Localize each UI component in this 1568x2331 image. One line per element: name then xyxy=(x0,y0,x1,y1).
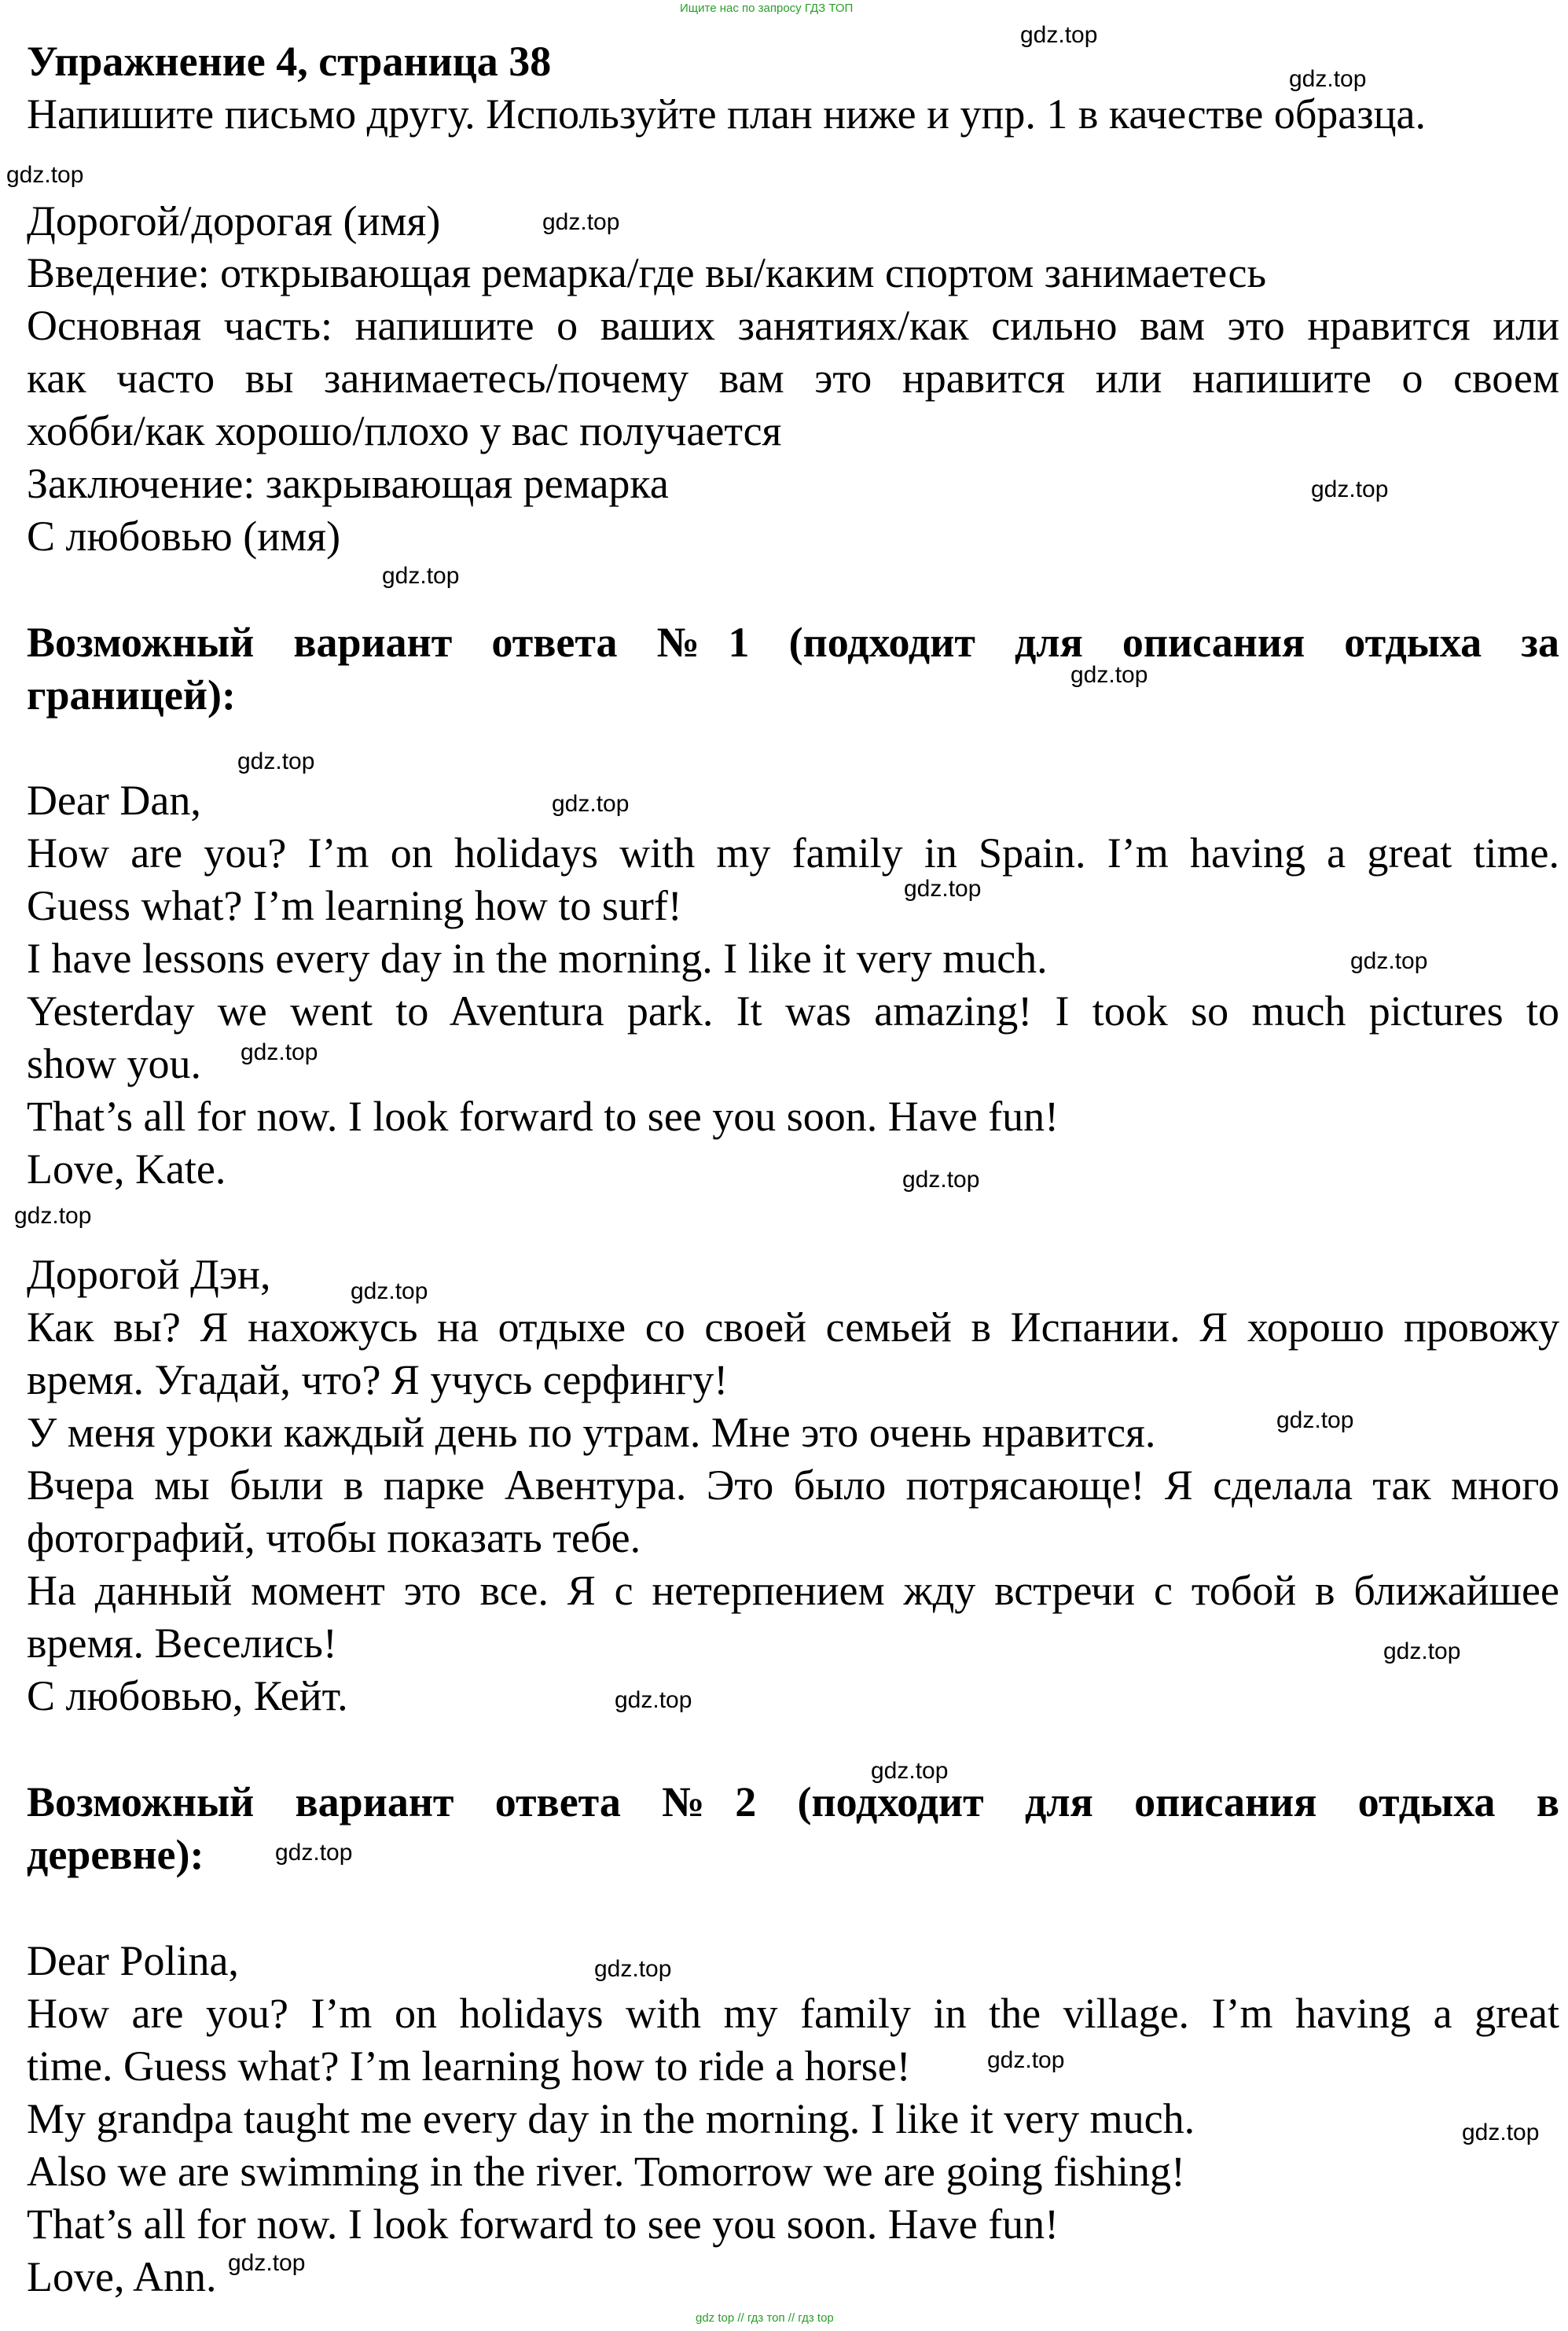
plan-line: Заключение: закрывающая ремарка xyxy=(27,460,669,507)
letter2-line: That’s all for now. I look forward to see you soon. Have fun! xyxy=(27,2200,1059,2248)
variant2-heading: Возможный вариант ответа №2 (подходит для описания отдыха в xyxy=(27,1778,1559,1825)
watermark: gdz.top xyxy=(552,791,630,817)
letter2-line: Dear Polina, xyxy=(27,1937,239,1984)
watermark: gdz.top xyxy=(615,1687,692,1713)
translation1-line: С любовью, Кейт. xyxy=(27,1672,348,1719)
task-text: Напишите письмо другу. Используйте план ниже и упр. 1 в качестве образца. xyxy=(27,90,1426,138)
watermark: gdz.top xyxy=(1383,1638,1461,1664)
translation1-line: Вчера мы были в парке Авентура. Это было потрясающе! Я сделала так много xyxy=(27,1461,1559,1509)
watermark: gdz.top xyxy=(594,1956,672,1982)
letter2-line: My grandpa taught me every day in the morning. I like it very much. xyxy=(27,2095,1195,2142)
watermark: gdz.top xyxy=(14,1203,92,1229)
translation1-line: Как вы? Я нахожусь на отдыхе со своей семьей в Испании. Я хорошо провожу xyxy=(27,1303,1559,1351)
watermark: gdz.top xyxy=(1276,1407,1354,1433)
watermark: gdz.top xyxy=(6,162,84,188)
translation1-line: На данный момент это все. Я с нетерпением жду встречи с тобой в ближайшее xyxy=(27,1567,1559,1614)
letter2-line: Also we are swimming in the river. Tomorrow we are going fishing! xyxy=(27,2148,1185,2195)
variant2-heading: деревне): xyxy=(27,1831,204,1878)
watermark: gdz.top xyxy=(987,2047,1065,2073)
letter2-line: Love, Ann. xyxy=(27,2253,217,2300)
watermark: gdz.top xyxy=(1020,22,1098,48)
footer-note: gdz top // гдз топ // гдз top xyxy=(696,2311,834,2325)
plan-line: С любовью (имя) xyxy=(27,513,341,560)
translation1-line: время. Угадай, что? Я учусь серфингу! xyxy=(27,1356,729,1403)
plan-line: Дорогой/дорогая (имя) xyxy=(27,197,441,244)
watermark: gdz.top xyxy=(871,1758,949,1784)
plan-line: как часто вы занимаетесь/почему вам это нравится или напишите о своем xyxy=(27,355,1559,402)
watermark: gdz.top xyxy=(1350,948,1428,974)
watermark: gdz.top xyxy=(275,1840,353,1866)
translation1-line: фотографий, чтобы показать тебе. xyxy=(27,1514,641,1561)
watermark: gdz.top xyxy=(1462,2120,1540,2145)
letter2-line: How are you? I’m on holidays with my family in the village. I’m having a great xyxy=(27,1990,1559,2037)
letter1-line: I have lessons every day in the morning. I like it very much. xyxy=(27,935,1048,982)
variant1-heading: границей): xyxy=(27,671,236,719)
watermark: gdz.top xyxy=(542,209,620,235)
letter2-line: time. Guess what? I’m learning how to ride a horse! xyxy=(27,2042,911,2090)
translation1-line: Дорогой Дэн, xyxy=(27,1251,271,1298)
watermark: gdz.top xyxy=(237,748,315,774)
plan-line: Введение: открывающая ремарка/где вы/каким спортом занимаетесь xyxy=(27,249,1267,296)
watermark: gdz.top xyxy=(228,2250,306,2276)
watermark: gdz.top xyxy=(904,876,982,902)
plan-line: Основная часть: напишите о ваших занятиях/как сильно вам это нравится или xyxy=(27,302,1559,349)
watermark: gdz.top xyxy=(902,1167,980,1193)
translation1-line: У меня уроки каждый день по утрам. Мне это очень нравится. xyxy=(27,1409,1156,1456)
watermark: gdz.top xyxy=(351,1278,428,1304)
letter1-line: That’s all for now. I look forward to see you soon. Have fun! xyxy=(27,1093,1059,1140)
watermark: gdz.top xyxy=(1311,476,1389,502)
watermark: gdz.top xyxy=(1070,662,1148,688)
variant1-heading: Возможный вариант ответа №1 (подходит для описания отдыха за xyxy=(27,619,1559,666)
watermark: gdz.top xyxy=(1289,66,1367,92)
letter1-line: Yesterday we went to Aventura park. It was amazing! I took so much pictures to xyxy=(27,987,1559,1035)
letter1-line: Guess what? I’m learning how to surf! xyxy=(27,882,682,929)
watermark: gdz.top xyxy=(241,1039,318,1065)
letter1-line: How are you? I’m on holidays with my family in Spain. I’m having a great time. xyxy=(27,829,1559,877)
plan-line: хобби/как хорошо/плохо у вас получается xyxy=(27,407,782,454)
watermark: gdz.top xyxy=(382,563,460,589)
header-note: Ищите нас по запросу ГДЗ ТОП xyxy=(680,2,854,15)
letter1-line: Love, Kate. xyxy=(27,1145,226,1193)
translation1-line: время. Веселись! xyxy=(27,1620,337,1667)
letter1-line: Dear Dan, xyxy=(27,777,201,824)
page-title: Упражнение 4, страница 38 xyxy=(27,38,552,85)
letter1-line: show you. xyxy=(27,1040,202,1087)
